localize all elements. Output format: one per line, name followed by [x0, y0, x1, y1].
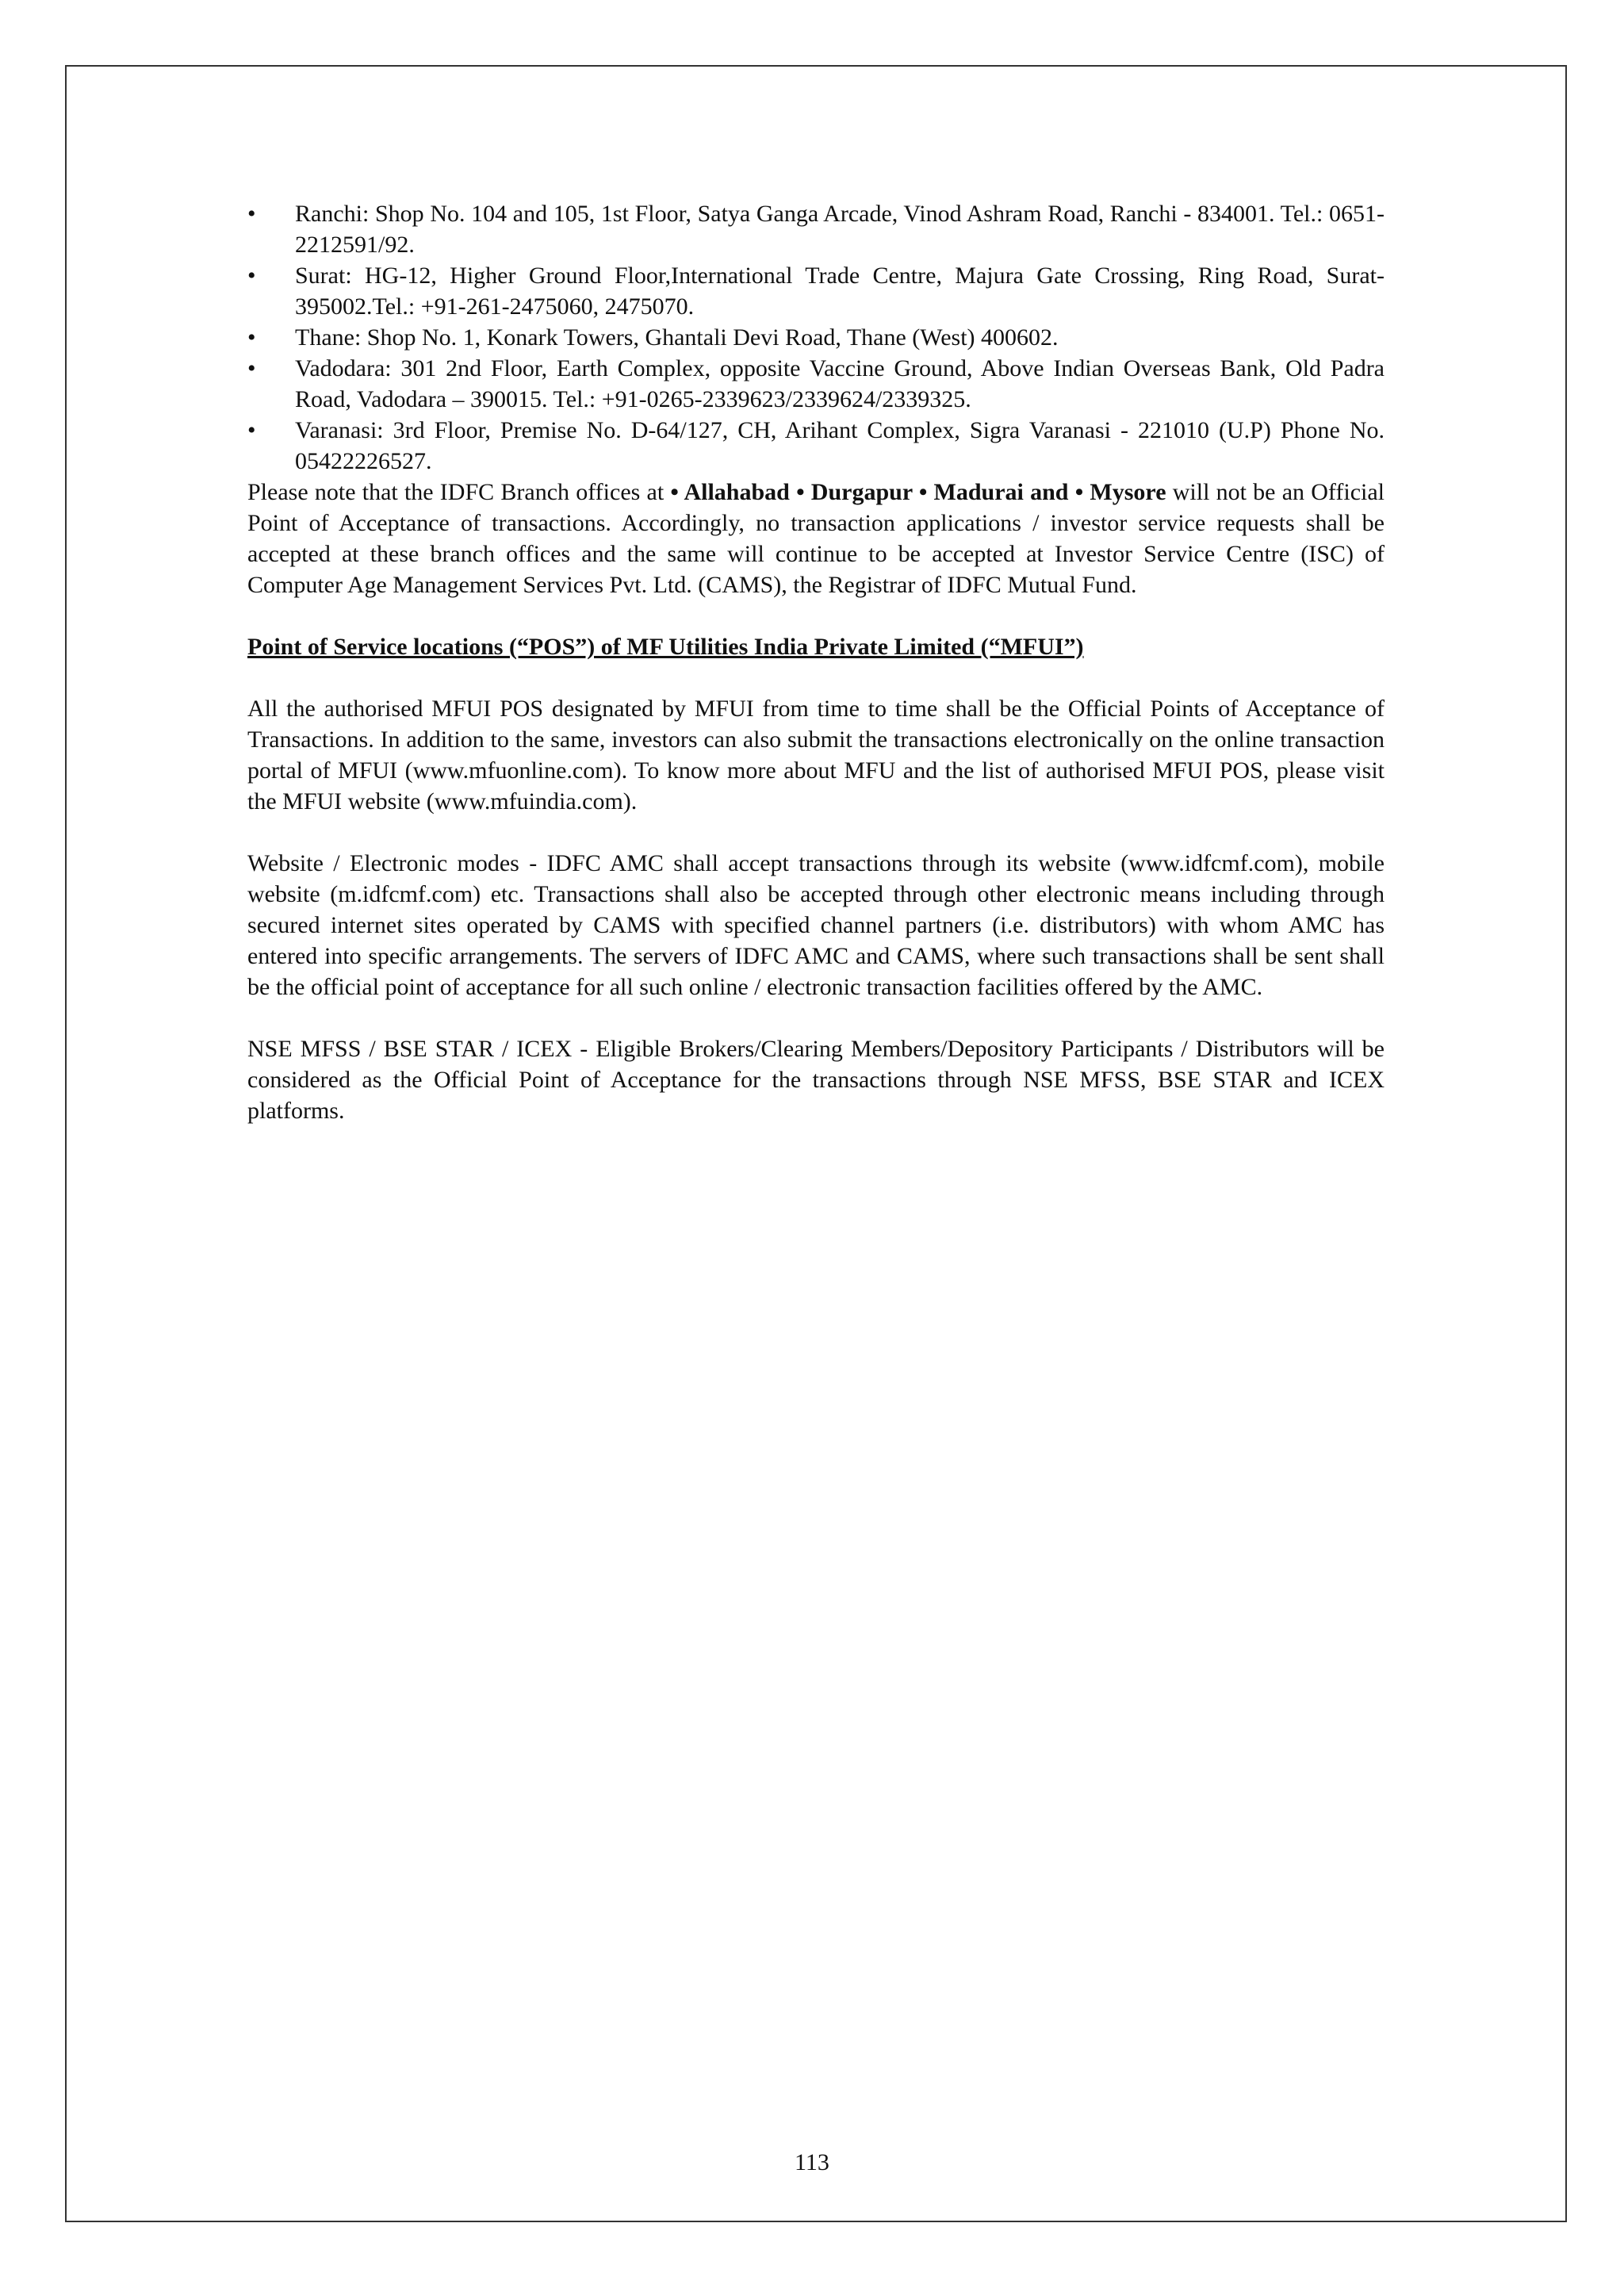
page-number: 113 — [795, 2149, 829, 2175]
bullet: • — [247, 417, 256, 443]
bullet: • — [247, 201, 256, 227]
list-item — [247, 415, 1385, 477]
note-cities: • Allahabad • Durgapur • Madurai and • Mysore — [670, 479, 1166, 505]
branch-address: Varanasi: 3rd Floor, Premise No. D-64/127, CH, Arihant Complex, Sigra Varanasi - 221010 (U.P) Phone No. 05422226527. — [295, 417, 1385, 474]
pos-heading: Point of Service locations (“POS”) of MF Utilities India Private Limited (“MFUI”) — [247, 634, 1084, 660]
branch-address: Surat: HG-12, Higher Ground Floor,International Trade Centre, Majura Gate Crossing, Ring Road, Surat- 395002.Tel.: +91-261-2475060, 2475070. — [295, 263, 1385, 320]
document-body — [247, 198, 1385, 1126]
branch-note-paragraph — [247, 477, 1385, 600]
list-item — [247, 260, 1385, 322]
pos-paragraph: All the authorised MFUI POS designated by MFUI from time to time shall be the Official Points of Acceptance of Transactions. In addition to the same, investors can also submit the transactions electronically on the online transaction portal of MFUI (www.mfuonline.com). To know more about MFU and the list of authorised MFUI POS, please visit the MFUI website (www.mfuindia.com). — [247, 696, 1385, 815]
note-suffix: will not be an Official Point of Acceptance of transactions. Accordingly, no transaction applications / investor service requests shall be accepted at these branch offices and the same will continue to be accepted at Investor Service Centre (ISC) of Computer Age Management Services Pvt. Ltd. (CAMS), the Registrar of IDFC Mutual Fund. — [247, 479, 1385, 598]
branch-list — [247, 198, 1385, 477]
list-item — [247, 353, 1385, 415]
bullet: • — [247, 355, 256, 381]
bullet: • — [247, 263, 256, 289]
branch-address: Thane: Shop No. 1, Konark Towers, Ghantali Devi Road, Thane (West) 400602. — [295, 324, 1059, 351]
list-item — [247, 198, 1385, 260]
branch-address: Vadodara: 301 2nd Floor, Earth Complex, opposite Vaccine Ground, Above Indian Overseas Bank, Old Padra Road, Vadodara – 390015. Tel.: +91-0265-2339623/2339624/2339325. — [295, 355, 1385, 412]
exchange-paragraph: NSE MFSS / BSE STAR / ICEX - Eligible Brokers/Clearing Members/Depository Participants / Distributors will be considered as the Official Point of Acceptance for the transactions through NSE MFSS, BSE STAR and ICEX platforms. — [247, 1036, 1385, 1124]
list-item — [247, 322, 1385, 353]
website-paragraph: Website / Electronic modes - IDFC AMC shall accept transactions through its website (www.idfcmf.com), mobile website (m.idfcmf.com) etc. Transactions shall also be accepted through other electronic means including through secured internet sites operated by CAMS with specified channel partners (i.e. distributors) with whom AMC has entered into specific arrangements. The servers of IDFC AMC and CAMS, where such transactions shall be sent shall be the official point of acceptance for all such online / electronic transaction facilities offered by the AMC. — [247, 850, 1385, 1000]
branch-address: Ranchi: Shop No. 104 and 105, 1st Floor, Satya Ganga Arcade, Vinod Ashram Road, Ranchi - 834001. Tel.: 0651-2212591/92. — [295, 201, 1385, 258]
bullet: • — [247, 324, 256, 351]
note-prefix: Please note that the IDFC Branch offices at — [247, 479, 671, 505]
